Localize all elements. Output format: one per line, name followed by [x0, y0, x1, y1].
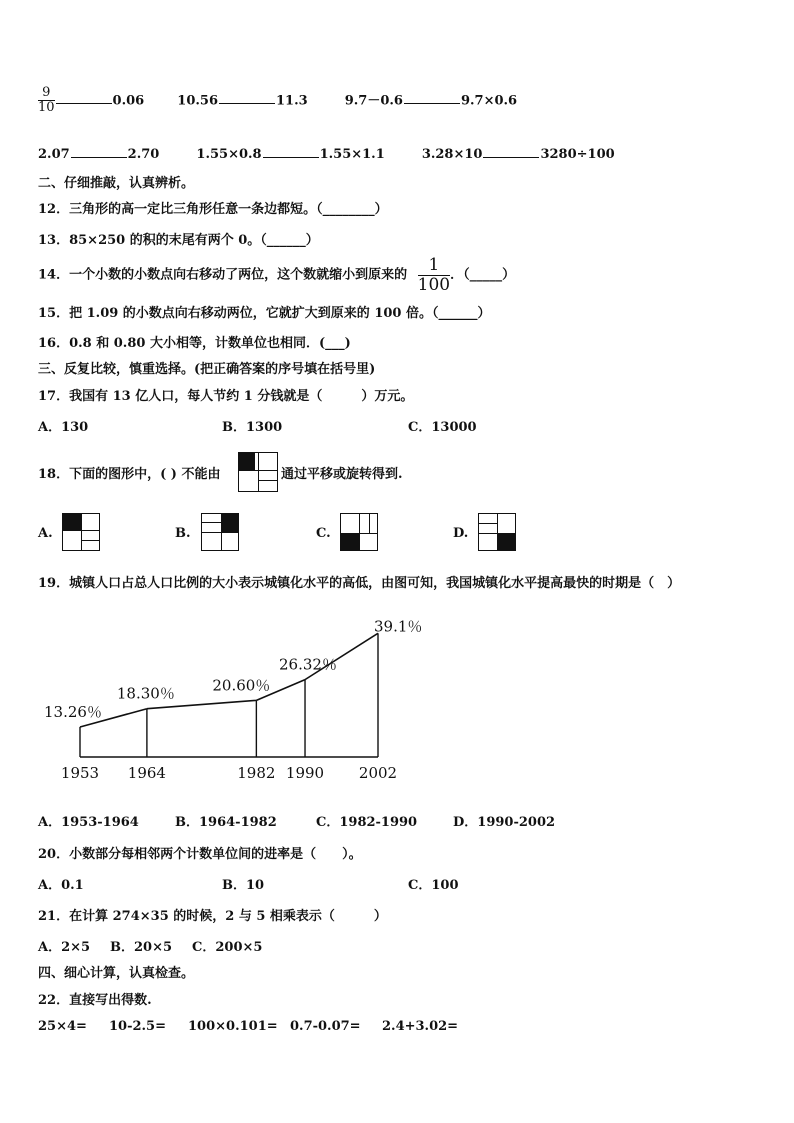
reference-figure [238, 452, 278, 492]
data-label: 18.30％ [116, 684, 175, 703]
x-tick-label: 1953 [60, 764, 100, 782]
section-heading-2: 二、仔细推敲，认真辨析。 [38, 176, 195, 191]
section-heading-4: 四、细心计算，认真检查。 [38, 966, 195, 981]
answer-blank[interactable] [483, 146, 539, 158]
option-c[interactable]: C．13000 [408, 420, 477, 435]
question-16: 16．0.8 和 0.80 大小相等，计数单位也相同．(___) [38, 336, 351, 351]
data-label: 39.1％ [374, 617, 423, 636]
question-19: 19．城镇人口占总人口比例的大小表示城镇化水平的高低，由图可知，我国城镇化水平提高最快的时期是（ ） [38, 576, 681, 591]
comparison-row-2: 2.07 2.70 1.55×0.8 1.55×1.1 3.28×10 3280÷100 [38, 147, 615, 162]
option-c[interactable]: C. [316, 526, 331, 541]
urbanization-chart [36, 610, 456, 790]
fraction: $\frac{1}{100}$ [417, 255, 451, 295]
calc-item: 25×4= [38, 1019, 87, 1034]
data-label: 26.32％ [279, 655, 337, 674]
question-14: 14．一个小数的小数点向右移动了两位，这个数就缩小到原来的 $\frac{1}{100}$ ．（_____） [38, 255, 516, 295]
answer-blank[interactable] [56, 92, 112, 104]
calc-item: 0.7-0.07= [290, 1019, 361, 1034]
x-tick-label: 1990 [285, 764, 325, 782]
option-c[interactable]: C．200×5 [192, 940, 263, 955]
answer-blank[interactable] [404, 92, 460, 104]
question-13: 13．85×250 的积的末尾有两个 0。（______） [38, 233, 319, 248]
option-a[interactable]: A. [38, 526, 53, 541]
option-b[interactable]: B．1964-1982 [175, 815, 277, 830]
data-label: 20.60％ [212, 676, 271, 695]
figure-option-b[interactable] [201, 513, 239, 551]
question-18-tail: 通过平移或旋转得到. [281, 467, 403, 482]
option-b[interactable]: B. [175, 526, 191, 541]
calc-item: 10-2.5= [109, 1019, 166, 1034]
question-12: 12．三角形的高一定比三角形任意一条边都短。（________） [38, 202, 388, 217]
answer-blank[interactable] [219, 92, 275, 104]
calc-item: 2.4+3.02= [382, 1019, 459, 1034]
x-tick-label: 1982 [237, 764, 276, 782]
option-a[interactable]: A．130 [38, 420, 89, 435]
x-tick-label: 1964 [127, 764, 166, 782]
question-18: 18．下面的图形中，( ) 不能由 [38, 467, 221, 482]
option-d[interactable]: D. [453, 526, 469, 541]
figure-option-c[interactable] [340, 513, 378, 551]
option-d[interactable]: D．1990-2002 [453, 815, 556, 830]
option-a[interactable]: A．1953-1964 [38, 815, 139, 830]
option-c[interactable]: C．1982-1990 [316, 815, 418, 830]
answer-blank[interactable] [71, 146, 127, 158]
question-21: 21．在计算 274×35 的时候，2 与 5 相乘表示（ ） [38, 909, 387, 924]
answer-blank[interactable] [263, 146, 319, 158]
option-a[interactable]: A．0.1 [38, 878, 84, 893]
fraction: $\frac{9}{10}$ [38, 85, 55, 116]
question-17: 17．我国有 13 亿人口，每人节约 1 分钱就是（ ）万元。 [38, 389, 414, 404]
comparison-row-1: $\frac{9}{10}$ 0.06 10.56 11.3 9.7－0.6 9.7×0.6 [38, 85, 518, 116]
option-b[interactable]: B．1300 [222, 420, 283, 435]
question-20: 20．小数部分每相邻两个计数单位间的进率是（ ）。 [38, 847, 362, 862]
question-15: 15．把 1.09 的小数点向右移动两位，它就扩大到原来的 100 倍。（______） [38, 306, 491, 321]
option-a[interactable]: A．2×5 [38, 940, 91, 955]
x-tick-label: 2002 [358, 764, 398, 782]
option-c[interactable]: C．100 [408, 878, 459, 893]
option-b[interactable]: B．20×5 [110, 940, 173, 955]
question-22: 22．直接写出得数. [38, 993, 152, 1008]
figure-option-d[interactable] [478, 513, 516, 551]
section-heading-3: 三、反复比较，慎重选择。(把正确答案的序号填在括号里) [38, 362, 376, 377]
figure-option-a[interactable] [62, 513, 100, 551]
data-label: 13.26％ [44, 703, 102, 721]
calc-item: 100×0.101= [188, 1019, 278, 1034]
option-b[interactable]: B．10 [222, 878, 265, 893]
